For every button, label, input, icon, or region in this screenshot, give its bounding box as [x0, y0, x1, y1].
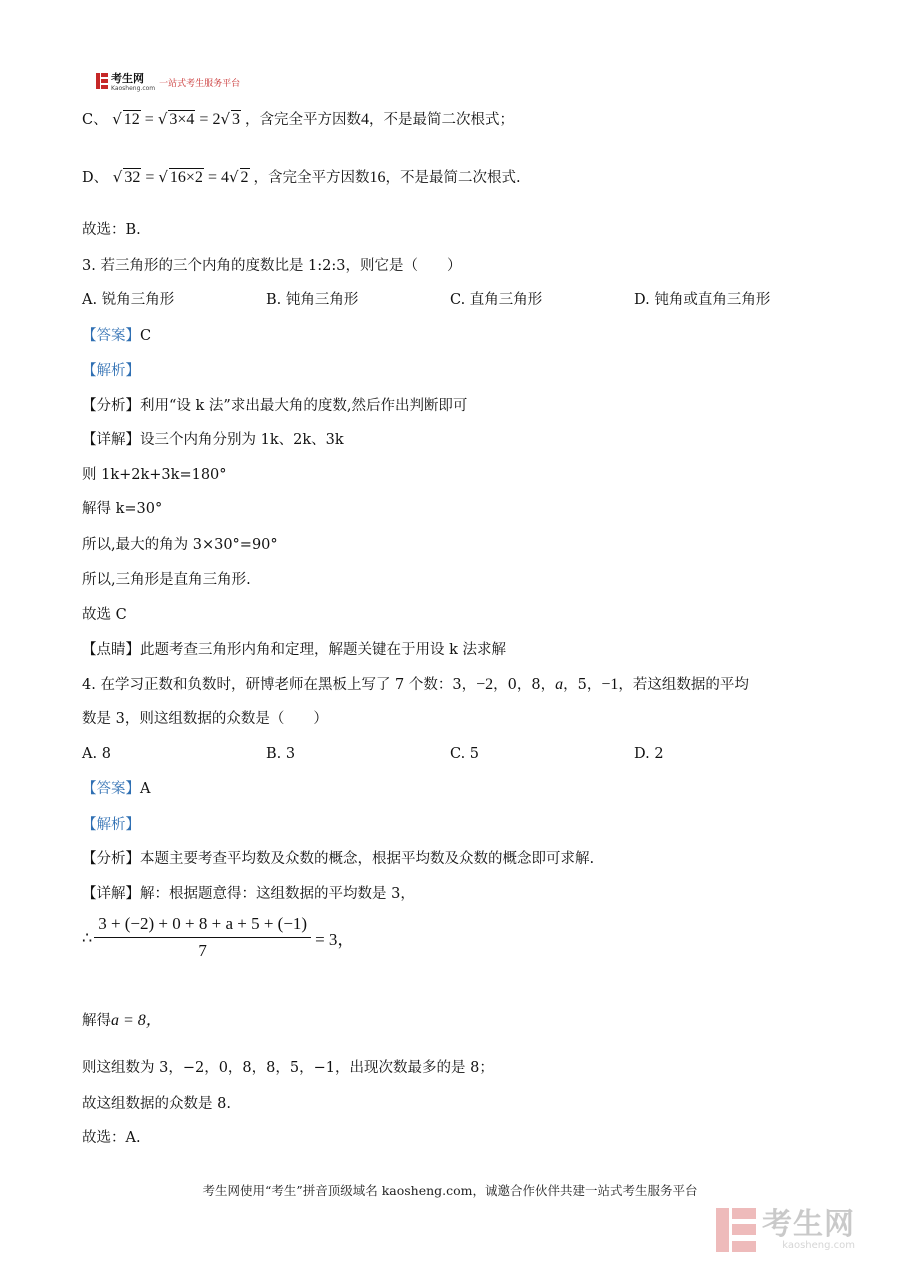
q3-option-d: D. 钝角或直角三角形 [634, 292, 771, 308]
site-logo [96, 71, 240, 92]
therefore-symbol: ∴ [82, 928, 93, 947]
text: ，0，8， [493, 677, 556, 693]
q3-options [82, 290, 822, 310]
q4-option-c: C. 5 [450, 746, 480, 762]
q4-options [82, 744, 822, 764]
q3-dianjing: 【点睛】此题考查三角形内角和定理，解题关键在于用设 k 法求解 [82, 642, 507, 658]
text: ，含完全平方因数 [245, 112, 361, 128]
coefficient: 4 [220, 169, 229, 186]
q4-analysis-tag: 【解析】 [82, 817, 140, 833]
page-footer: 考生网使用“考生”拼音顶级域名 kaosheng.com，诚邀合作伙伴共建一站式考生服务平台 [202, 1183, 698, 1198]
q4-xiangjie: 【详解】解：根据题意得：这组数据的平均数是 3， [82, 886, 415, 902]
kaosheng-watermark-icon [716, 1208, 756, 1252]
q4-option-b: B. 3 [266, 746, 296, 762]
text: ，不是最简二次根式； [369, 112, 514, 128]
watermark [716, 1208, 855, 1252]
kaosheng-logo-icon [96, 73, 108, 89]
q3-step-5: 故选 C [82, 607, 127, 623]
radicand: 3 [232, 111, 240, 128]
q4-fenxi: 【分析】本题主要考查平均数及众数的概念，根据平均数及众数的概念即可求解. [82, 851, 595, 867]
logo-domain: Kaosheng.com [111, 84, 156, 92]
watermark-domain: kaosheng.com [782, 1239, 855, 1251]
text: 4. 在学习正数和负数时，研博老师在黑板上写了 7 个数：3， [82, 677, 477, 693]
text: ，含完全平方因数 [253, 170, 370, 186]
q3-step-1: 则 1k+2k+3k=180° [82, 467, 227, 483]
option-label: C、 [82, 112, 108, 128]
option-d-explanation: D、 √ 32 = √ 16×2 = 4√ 2 ，含完全平方因数16，不是最简二次根式. [82, 168, 521, 186]
q3-step-3: 所以,最大的角为 3×30°=90° [82, 537, 278, 553]
answer-value: C [140, 328, 152, 344]
answer-value: A [140, 781, 151, 797]
fraction-numerator: 3 + (−2) + 0 + 8 + a + 5 + (−1) [98, 914, 308, 933]
variable: a [555, 676, 564, 693]
q4-option-d: D. 2 [634, 746, 664, 762]
radicand: 12 [123, 111, 140, 128]
logo-name: 考生网 [111, 72, 144, 85]
number: −1 [601, 676, 619, 693]
q3-option-c: C. 直角三角形 [450, 292, 543, 308]
option-c-explanation: C、 √ 12 = √ 3×4 = 2√ 3 ，含完全平方因数4，不是最简二次根式； [82, 110, 514, 128]
logo-slogan: 一站式考生服务平台 [159, 78, 241, 89]
q3-analysis-tag: 【解析】 [82, 363, 140, 379]
answer-tag: 【答案】 [82, 781, 140, 797]
q4-stem-line1 [82, 675, 749, 695]
coefficient: 2 [212, 111, 221, 128]
q4-solve [82, 1011, 162, 1031]
q4-stem-line2: 数是 3，则这组数据的众数是（ ） [82, 711, 328, 727]
text: 解得 [82, 1013, 111, 1029]
q3-step-4: 所以,三角形是直角三角形. [82, 572, 251, 588]
text: ，若这组数据的平均 [618, 677, 749, 693]
radicand: 2 [240, 169, 249, 186]
q4-set-line: 则这组数为 3，−2，0，8，8，5，−1，出现次数最多的是 8； [82, 1060, 494, 1076]
number: 16 [369, 169, 386, 186]
math: a = 8， [111, 1012, 162, 1029]
radicand: 3×4 [169, 111, 195, 128]
answer-tag: 【答案】 [82, 328, 140, 344]
q4-selection: 故选：A. [82, 1130, 141, 1146]
q4-mean-equation [82, 914, 354, 961]
q3-answer [82, 326, 151, 346]
radicand: 16×2 [169, 169, 203, 186]
q4-option-a: A. 8 [82, 746, 111, 762]
q4-mode-line: 故这组数据的众数是 8. [82, 1096, 231, 1112]
option-label: D、 [82, 170, 109, 186]
text: ，5， [563, 677, 602, 693]
q2-selection: 故选：B. [82, 222, 141, 238]
fraction-denominator: 7 [198, 941, 207, 960]
radicand: 32 [124, 169, 141, 186]
q3-fenxi: 【分析】利用“设 k 法”求出最大角的度数,然后作出判断即可 [82, 398, 468, 414]
watermark-name: 考生网 [762, 1206, 855, 1242]
number: −2 [476, 676, 494, 693]
q3-step-2: 解得 k=30° [82, 501, 163, 517]
q3-option-a: A. 锐角三角形 [82, 292, 175, 308]
q3-xiangjie: 【详解】设三个内角分别为 1k、2k、3k [82, 432, 344, 448]
equation-rhs: = 3， [315, 930, 355, 949]
q4-answer [82, 779, 150, 799]
q3-stem: 3. 若三角形的三个内角的度数比是 1:2:3，则它是（ ） [82, 258, 462, 274]
number: 4 [361, 111, 369, 128]
text: ，不是最简二次根式. [385, 170, 521, 186]
q3-option-b: B. 钝角三角形 [266, 292, 359, 308]
